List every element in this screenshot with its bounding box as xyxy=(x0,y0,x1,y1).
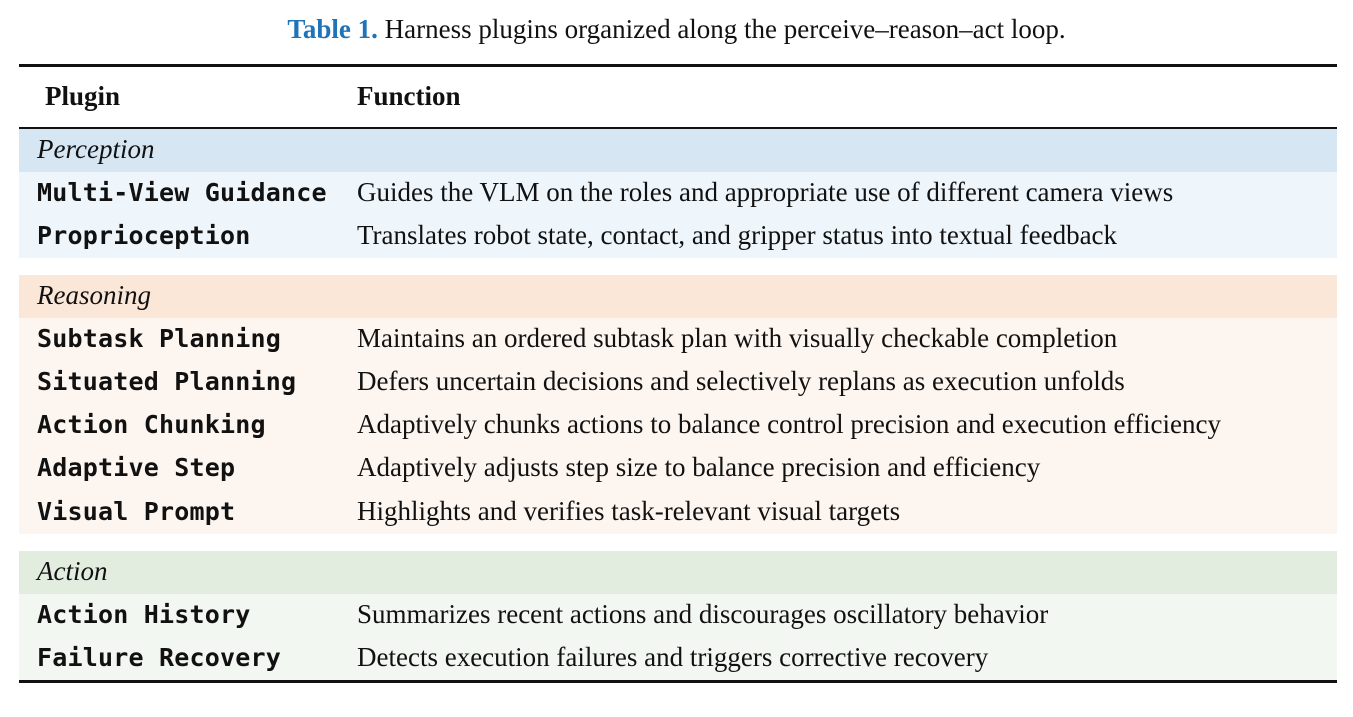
plugin-name: Proprioception xyxy=(37,220,251,250)
section-heading xyxy=(19,551,1337,594)
table-row xyxy=(19,404,1337,447)
table-row xyxy=(19,594,1337,637)
plugin-function: Translates robot state, contact, and gripper status into textual feedback xyxy=(357,219,1118,250)
caption-text: Harness plugins organized along the perceive–reason–act loop. xyxy=(384,14,1066,44)
section-rows xyxy=(19,318,1337,534)
table-header-row xyxy=(19,67,1337,127)
section-action xyxy=(19,551,1337,680)
plugin-function: Detects execution failures and triggers corrective recovery xyxy=(357,642,989,672)
plugin-function: Adaptively adjusts step size to balance precision and efficiency xyxy=(357,452,1041,483)
section-title: Perception xyxy=(37,133,155,164)
table-row xyxy=(19,447,1337,490)
plugin-table xyxy=(19,64,1337,683)
plugin-name: Action History xyxy=(37,599,251,629)
plugin-function: Summarizes recent actions and discourages oscillatory behavior xyxy=(357,598,1049,629)
header-function: Function xyxy=(357,81,461,111)
table-row xyxy=(19,637,1337,680)
plugin-function: Adaptively chunks actions to balance control precision and execution efficiency xyxy=(357,409,1221,440)
plugin-name: Failure Recovery xyxy=(37,643,282,672)
plugin-function: Highlights and verifies task-relevant visual targets xyxy=(357,495,901,526)
caption-label: Table 1. xyxy=(287,14,378,44)
section-gap xyxy=(19,534,1337,551)
plugin-name: Situated Planning xyxy=(37,367,297,397)
plugin-function: Guides the VLM on the roles and appropriate use of different camera views xyxy=(357,176,1174,207)
section-gap xyxy=(19,258,1337,275)
plugin-function: Defers uncertain decisions and selectively replans as execution unfolds xyxy=(357,366,1125,397)
section-perception xyxy=(19,129,1337,258)
table-caption xyxy=(0,12,1353,46)
table-row xyxy=(19,491,1337,534)
plugin-name: Visual Prompt xyxy=(37,496,236,526)
section-rows xyxy=(19,594,1337,680)
section-heading xyxy=(19,275,1337,318)
bottom-rule xyxy=(19,680,1337,683)
plugin-name: Action Chunking xyxy=(37,410,266,440)
plugin-name: Multi-View Guidance xyxy=(37,177,327,207)
section-heading xyxy=(19,129,1337,172)
table-row xyxy=(19,172,1337,215)
table-row xyxy=(19,318,1337,361)
header-plugin: Plugin xyxy=(45,81,121,111)
section-title: Reasoning xyxy=(37,279,151,310)
plugin-name: Adaptive Step xyxy=(37,453,236,483)
section-title: Action xyxy=(37,555,108,586)
plugin-function: Maintains an ordered subtask plan with visually checkable completion xyxy=(357,322,1118,353)
table-row xyxy=(19,215,1337,258)
section-rows xyxy=(19,172,1337,258)
section-reasoning xyxy=(19,275,1337,534)
plugin-name: Subtask Planning xyxy=(37,323,282,353)
table-row xyxy=(19,361,1337,404)
